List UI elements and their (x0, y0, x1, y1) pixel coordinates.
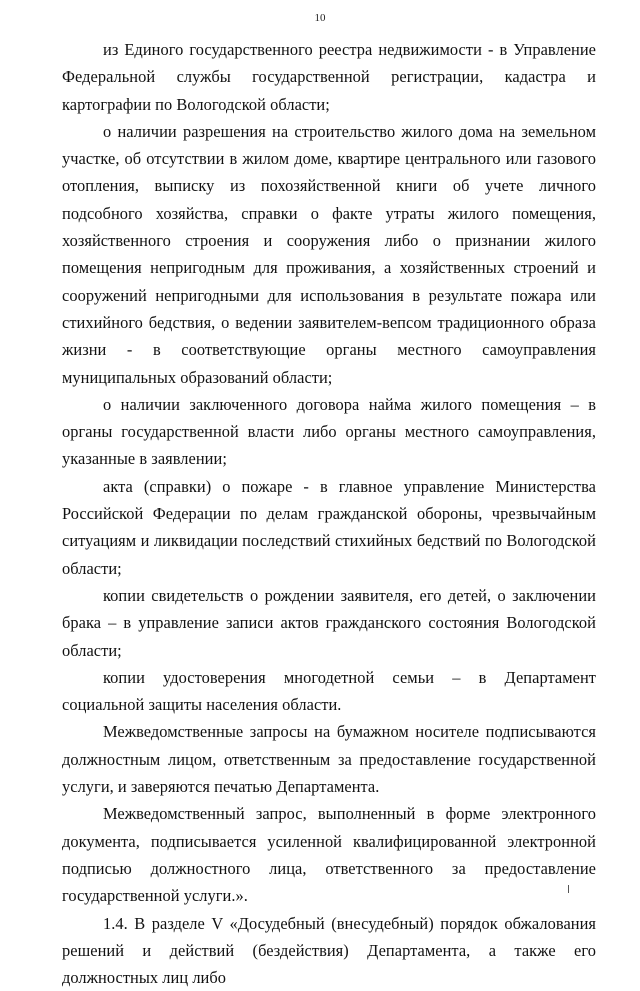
document-body (62, 36, 596, 991)
paragraph-fire-act: акта (справки) о пожаре - в главное управление Министерства Российской Федерации по делам гражданской обороны, чрезвычайным ситуациям и ликвидации последствий стихийных бедствий по Вологодской области; (62, 473, 596, 582)
paragraph-electronic-request: Межведомственный запрос, выполненный в форме электронного документа, подписывается усиленной квалифицированной электронной подписью должностного лица, ответственного за предоставление государственной услуги.». (62, 800, 596, 909)
paragraph-section-v: 1.4. В разделе V «Досудебный (внесудебный) порядок обжалования решений и действий (бездействия) Департамента, а также его должностных лиц либо (62, 910, 596, 991)
paragraph-local-authorities: о наличии разрешения на строительство жилого дома на земельном участке, об отсутствии в жилом доме, квартире центрального или газового отопления, выписку из похозяйственной книги об учете личного подсобного хозяйства, справки о факте утраты жилого помещения, хозяйственного строения и сооружения либо о признании жилого помещения непригодным для проживания, а хозяйственных строений и сооружений непригодными для использования в результате пожара или стихийного бедствия, о ведении заявителем-вепсом традиционного образа жизни - в соответствующие органы местного самоуправления муниципальных образований области; (62, 118, 596, 391)
paragraph-lease-agreement: о наличии заключенного договора найма жилого помещения – в органы государственной власти либо органы местного самоуправления, указанные в заявлении; (62, 391, 596, 473)
page-number: 10 (0, 12, 640, 24)
paragraph-egrn: из Единого государственного реестра недвижимости - в Управление Федеральной службы государственной регистрации, кадастра и картографии по Вологодской области; (62, 36, 596, 118)
paragraph-paper-requests: Межведомственные запросы на бумажном носителе подписываются должностным лицом, ответственным за предоставление государственной услуги, и заверяются печатью Департамента. (62, 718, 596, 800)
paragraph-large-family: копии удостоверения многодетной семьи – в Департамент социальной защиты населения области. (62, 664, 596, 719)
scan-mark (568, 885, 569, 893)
paragraph-birth-certificates: копии свидетельств о рождении заявителя, его детей, о заключении брака – в управление записи актов гражданского состояния Вологодской области; (62, 582, 596, 664)
